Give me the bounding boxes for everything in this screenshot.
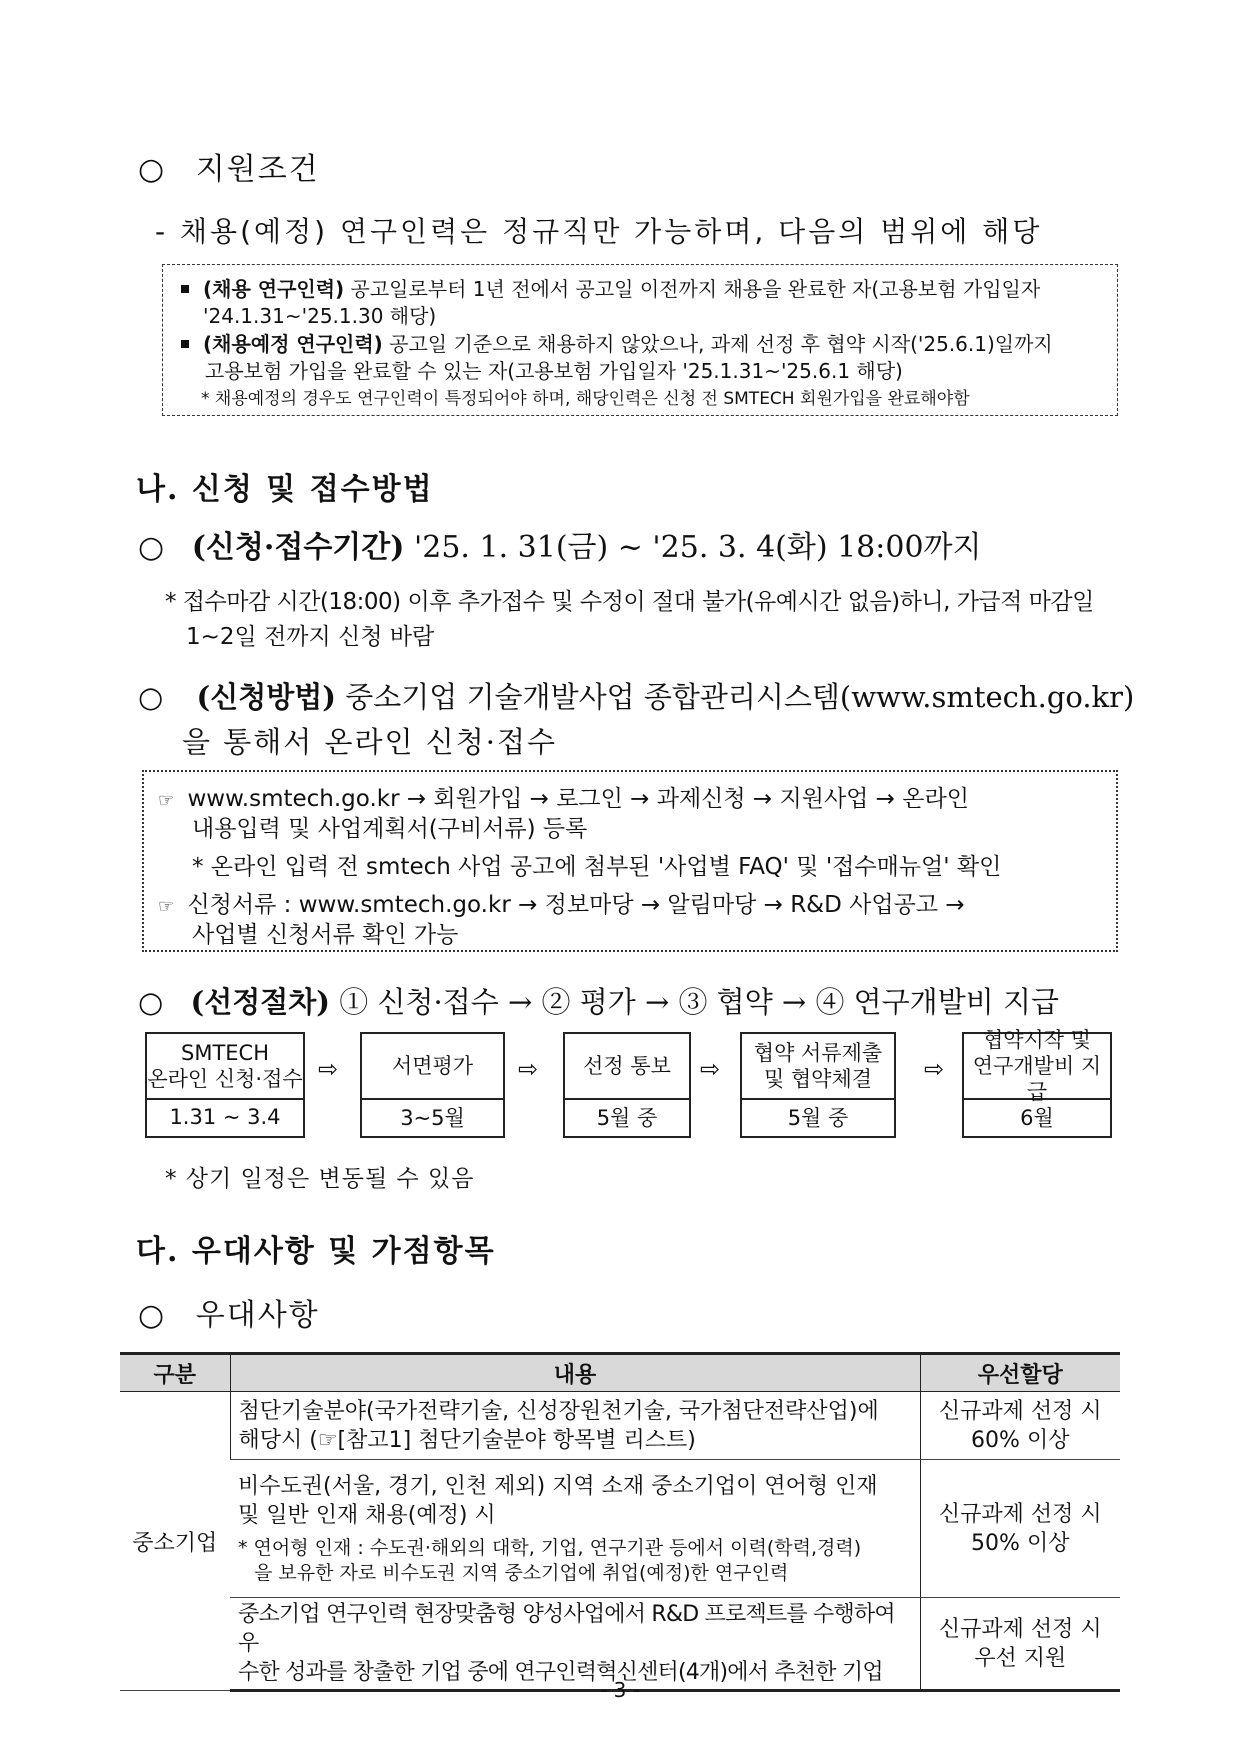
method-docs-line1: ☞ 신청서류 : www.smtech.go.kr → 정보마당 → 알림마당 → R&D 사업공고 →	[158, 892, 965, 918]
heading-bullet: ○	[138, 152, 167, 187]
period-note-line2: 1~2일 전까지 신청 바람	[186, 624, 435, 650]
application-method: ○ (신청방법) 중소기업 기술개발사업 종합관리시스템(www.smtech.go.kr)	[138, 680, 1135, 714]
flow-step-4: 협약 서류제출 및 협약체결 5월 중	[740, 1032, 896, 1138]
flow-arrow-icon: ⇨	[700, 1055, 721, 1083]
priority-cell: 신규과제 선정 시 우선 지원	[920, 1598, 1120, 1691]
pointing-hand-icon: ☞	[158, 790, 175, 811]
method-step-line2: 내용입력 및 사업계획서(구비서류) 등록	[192, 816, 588, 842]
header-priority: 우선할당	[920, 1354, 1120, 1392]
flow-arrow-icon: ⇨	[924, 1055, 945, 1083]
content-cell: 첨단기술분야(국가전략기술, 신성장원천기술, 국가첨단전략산업)에 해당시 (☞[참고1] 첨단기술분야 항목별 리스트)	[230, 1392, 920, 1460]
square-bullet-icon	[181, 285, 189, 293]
flow-step-5: 협약시작 및 연구개발비 지급 6월	[962, 1032, 1112, 1138]
flow-step-3: 선정 통보 5월 중	[563, 1032, 691, 1138]
method-note: * 온라인 입력 전 smtech 사업 공고에 첨부된 '사업별 FAQ' 및 '접수매뉴얼' 확인	[192, 854, 1002, 880]
table-row	[120, 1460, 1120, 1598]
flow-arrow-icon: ⇨	[318, 1055, 339, 1083]
flow-step-1: SMTECH 온라인 신청·접수 1.31 ~ 3.4	[145, 1032, 305, 1138]
header-category: 구분	[120, 1354, 230, 1392]
condition-item-employed-cont: '24.1.31~'25.1.30 해당)	[203, 304, 437, 328]
condition-item-planned: (채용예정 연구인력) 공고일 기준으로 채용하지 않았으나, 과제 선정 후 협약 시작('25.6.1)일까지	[163, 328, 1053, 357]
table-row	[120, 1598, 1120, 1691]
method-steps-box	[142, 770, 1118, 952]
preference-heading: ○ 우대사항	[138, 1298, 320, 1333]
square-bullet-icon	[181, 340, 189, 348]
method-docs-line2: 사업별 신청서류 확인 가능	[192, 922, 459, 948]
support-conditions-box	[162, 264, 1118, 416]
table-row	[120, 1392, 1120, 1460]
flow-note: * 상기 일정은 변동될 수 있음	[165, 1166, 475, 1192]
section-na-heading: 나. 신청 및 접수방법	[136, 472, 434, 507]
period-note-line1: * 접수마감 시간(18:00) 이후 추가접수 및 수정이 절대 불가(유예시간 없음)하니, 가급적 마감일	[165, 589, 1094, 615]
support-intro: - 채용(예정) 연구인력은 정규직만 가능하며, 다음의 범위에 해당	[155, 215, 1043, 248]
flow-arrow-icon: ⇨	[518, 1055, 539, 1083]
selection-process: ○ (선정절차) ① 신청·접수 → ② 평가 → ③ 협약 → ④ 연구개발비 지급	[138, 985, 1059, 1019]
condition-item-planned-cont: 고용보험 가입을 완료할 수 있는 자(고용보험 가입일자 '25.1.31~'25.6.1 해당)	[205, 359, 903, 383]
content-cell: 비수도권(서울, 경기, 인천 제외) 지역 소재 중소기업이 연어형 인재 및 일반 인재 채용(예정) 시 * 연어형 인재 : 수도권·해외의 대학, 기업, 연구기관 등에서 이력(학력,경력) 을 보유한 자로 비수도권 지역 중소기업에 취업(예정)한 연구인력	[230, 1460, 920, 1598]
content-cell: 중소기업 연구인력 현장맞춤형 양성사업에서 R&D 프로젝트를 수행하여 우 수한 성과를 창출한 기업 중에 연구인력혁신센터(4개)에서 추천한 기업	[230, 1598, 920, 1691]
priority-cell: 신규과제 선정 시 60% 이상	[920, 1392, 1120, 1460]
pointing-hand-icon: ☞	[158, 896, 175, 917]
header-content: 내용	[230, 1354, 920, 1392]
condition-item-employed: (채용 연구인력) 공고일로부터 1년 전에서 공고일 이전까지 채용을 완료한 자(고용보험 가입일자	[163, 273, 1040, 302]
flow-step-2: 서면평가 3~5월	[360, 1032, 505, 1138]
category-cell: 중소기업	[120, 1392, 230, 1691]
priority-cell: 신규과제 선정 시 50% 이상	[920, 1460, 1120, 1598]
support-heading-text: 지원조건	[195, 152, 320, 187]
application-period: ○ (신청·접수기간) '25. 1. 31(금) ~ '25. 3. 4(화) 18:00까지	[138, 530, 982, 565]
method-step-line1: ☞ www.smtech.go.kr → 회원가입 → 로그인 → 과제신청 → 지원사업 → 온라인	[158, 786, 969, 812]
preference-table	[120, 1352, 1120, 1692]
table-header-row	[120, 1354, 1120, 1392]
application-method-cont: 을 통해서 온라인 신청·접수	[182, 725, 558, 759]
page-number: - 3 -	[600, 1678, 640, 1702]
section-da-heading: 다. 우대사항 및 가점항목	[136, 1234, 496, 1269]
support-heading	[138, 144, 320, 188]
condition-note: * 채용예정의 경우도 연구인력이 특정되어야 하며, 해당인력은 신청 전 SMTECH 회원가입을 완료해야함	[201, 389, 970, 409]
